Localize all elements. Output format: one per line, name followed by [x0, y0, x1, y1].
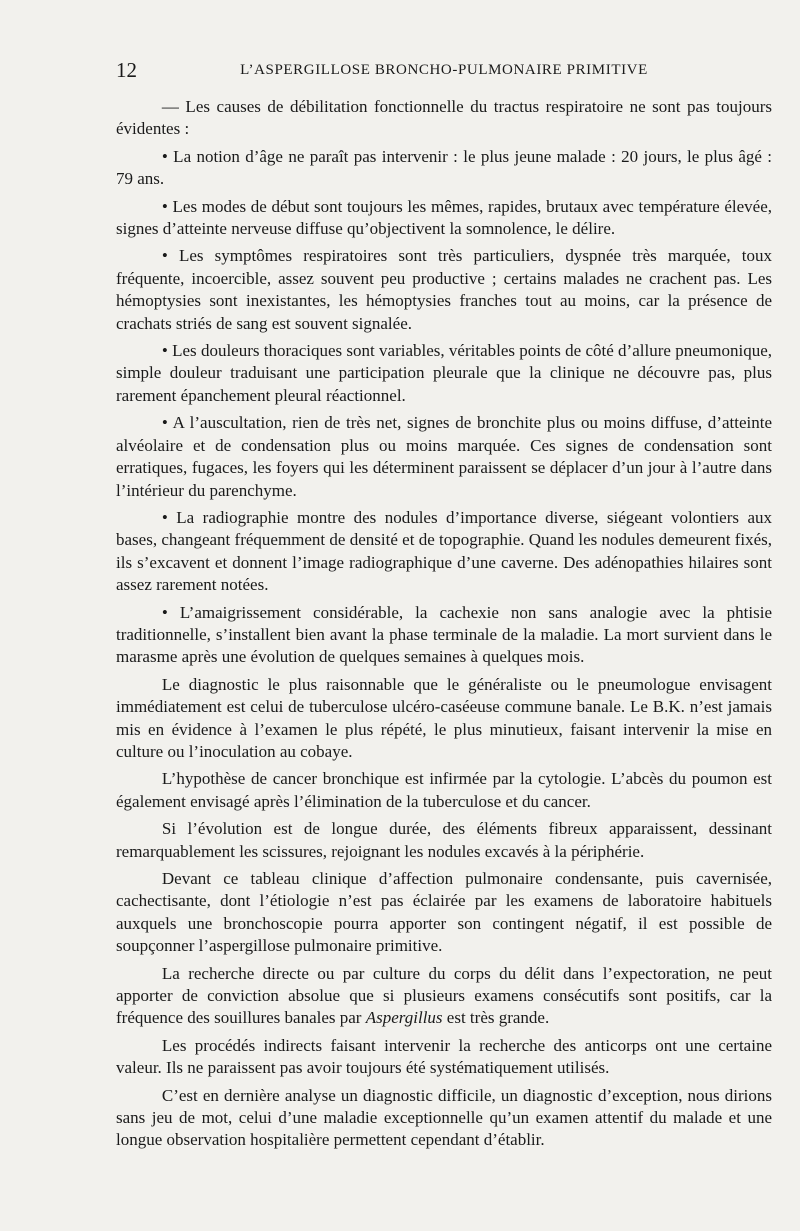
- bullet-paragraph-radiography: • La radiographie montre des nodules d’importance diverse, siégeant volontiers aux bases, changeant fréquemment de densité et de topographie. Quand les nodules demeurent fixés, ils s’excavent et donnent l’image radiographique d’une caverne. Des adénopathies hilaires sont assez rarement notées.: [116, 507, 772, 595]
- bullet-paragraph-age: • La notion d’âge ne paraît pas intervenir : le plus jeune malade : 20 jours, le plus âgé : 79 ans.: [116, 146, 772, 189]
- paragraph-indirect-methods: Les procédés indirects faisant intervenir la recherche des anticorps ont une certaine valeur. Ils ne paraissent pas avoir toujours été systématiquement utilisés.: [116, 1035, 772, 1078]
- bullet-paragraph-auscultation: • A l’auscultation, rien de très net, signes de bronchite plus ou moins diffuse, d’atteinte alvéolaire et de condensation plus ou moins marquée. Ces signes de condensation sont erratiques, fugaces, les foyers qui les déterminent paraissent se déplacer d’un jour à l’autre dans l’intérieur du parenchyme.: [116, 413, 772, 500]
- page-number: 12: [116, 58, 137, 82]
- paragraph-conclusion: C’est en dernière analyse un diagnostic difficile, un diagnostic d’exception, nous dirions sans jeu de mot, celui d’une maladie exceptionnelle qu’un examen attentif du malade et une longue observation hospitalière permettent cependant d’établir.: [116, 1085, 772, 1150]
- direct-search-after: est très grande.: [442, 1008, 550, 1028]
- bullet-paragraph-onset: • Les modes de début sont toujours les mêmes, rapides, brutaux avec température élevée, signes d’atteinte nerveuse diffuse qu’objectivent la somnolence, le délire.: [116, 196, 772, 239]
- paragraph-diagnosis: Le diagnostic le plus raisonnable que le généraliste ou le pneumologue envisagent immédiatement est celui de tuberculose ulcéro-caséeuse commune banale. Le B.K. n’est jamais mis en évidence à l’examen le plus répété, le plus minutieux, faisant intervenir la mise en culture ou l’inoculation au cobaye.: [116, 674, 772, 761]
- aspergillus-italic: Aspergillus: [365, 1008, 443, 1028]
- paragraph-direct-search: [116, 963, 772, 1030]
- bullet-paragraph-weight-loss: • L’amaigrissement considérable, la cachexie non sans analogie avec la phtisie traditionnelle, s’installent bien avant la phase terminale de la maladie. La mort survient dans le marasme après une évolution de quelques semaines à quelques mois.: [116, 602, 772, 667]
- paragraph-evolution: Si l’évolution est de longue durée, des éléments fibreux apparaissent, dessinant remarquablement les scissures, rejoignant les nodules excavés à la périphérie.: [116, 819, 772, 861]
- paragraph-clinical-picture: Devant ce tableau clinique d’affection pulmonaire condensante, puis cavernisée, cachectisante, dont l’étiologie n’est pas éclairée par les examens de laboratoire habituels auxquels une bronchoscopie pourra apporter son contingent négatif, il est possible de soupçonner l’aspergillose pulmonaire primitive.: [116, 869, 772, 956]
- direct-search-before: La recherche directe ou par culture du corps du délit dans l’expectoration, ne peut apporter de conviction absolue que si plusieurs examens consécutifs sont positifs, car la fréquence des souillures banales par: [116, 963, 772, 1028]
- bullet-paragraph-pain: • Les douleurs thoraciques sont variables, véritables points de côté d’allure pneumonique, simple douleur traduisant une participation pleurale que la clinique ne découvre pas, plus rarement épanchement pleural réactionnel.: [116, 341, 772, 405]
- intro-paragraph: — Les causes de débilitation fonctionnelle du tractus respiratoire ne sont pas toujours évidentes :: [116, 97, 772, 139]
- running-title: L’ASPERGILLOSE BRONCHO-PULMONAIRE PRIMITIVE: [240, 62, 648, 78]
- page-header: [116, 52, 772, 88]
- paragraph-cancer-hypothesis: L’hypothèse de cancer bronchique est infirmée par la cytologie. L’abcès du poumon est également envisagé après l’élimination de la tuberculose et du cancer.: [116, 769, 772, 811]
- bullet-paragraph-respiratory: • Les symptômes respiratoires sont très particuliers, dyspnée très marquée, toux fréquente, incoercible, assez souvent peu productive ; certains malades ne crachent pas. Les hémoptysies sont inexistantes, les hémoptysies franches tout au moins, car la présence de crachats striés de sang est souvent signalée.: [116, 246, 772, 333]
- body-text: [116, 96, 772, 1157]
